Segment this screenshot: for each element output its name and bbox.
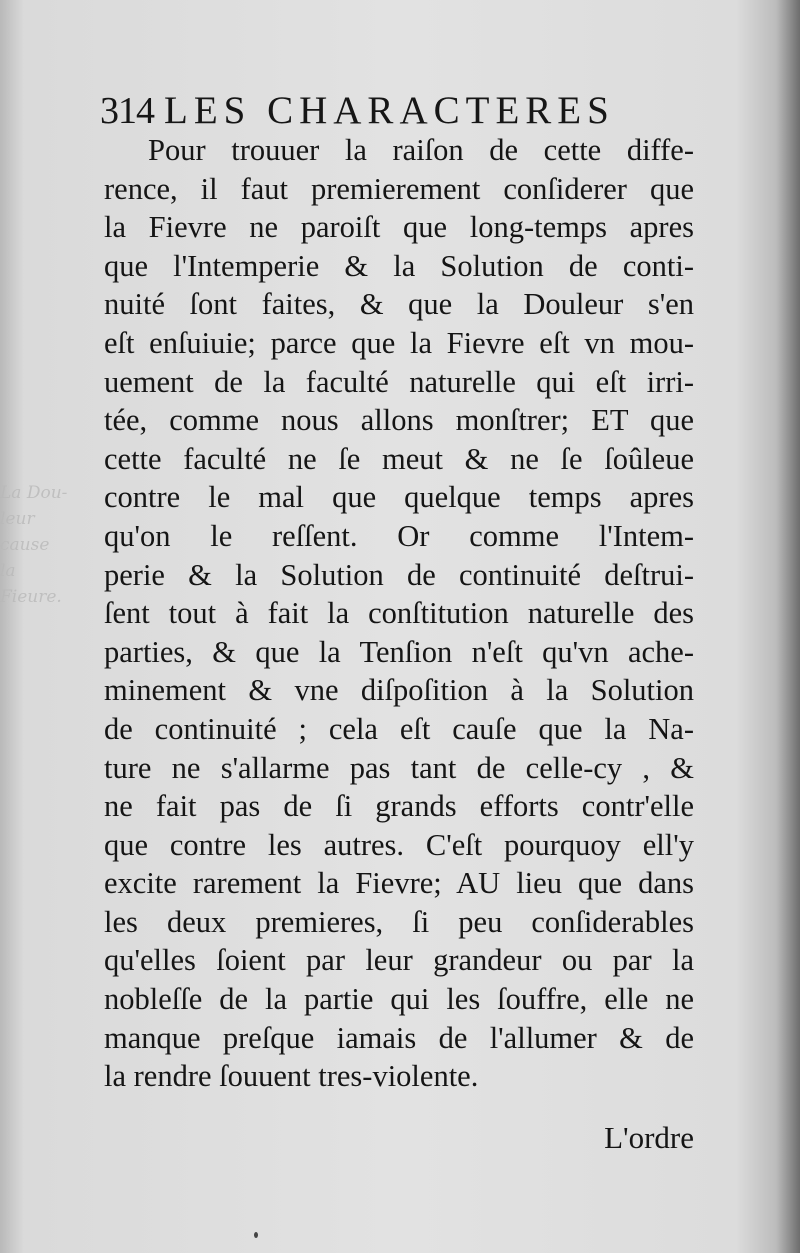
- page-number: 314: [100, 90, 154, 132]
- margin-note-line: la Fieure.: [0, 561, 62, 607]
- text-line: nobleſſe de la partie qui les ſouffre, elle ne: [104, 982, 694, 1017]
- page-header: [100, 88, 660, 132]
- text-line: eſt enſuiuie; parce que la Fievre eſt vn mou-: [104, 325, 694, 360]
- margin-note-line: leur cause: [0, 509, 50, 555]
- catchword: L'ordre: [604, 1120, 694, 1155]
- text-line: cette faculté ne ſe meut & ne ſe ſoûleue: [104, 441, 694, 476]
- text-line: uement de la faculté naturelle qui eſt irri-: [104, 364, 694, 399]
- running-title: LES CHARACTERES: [164, 89, 615, 132]
- text-line: les deux premieres, ſi peu conſiderables: [104, 904, 694, 939]
- text-line: la Fievre ne paroiſt que long-temps apres: [104, 210, 694, 245]
- text-line: tée, comme nous allons monſtrer; ET que: [104, 403, 694, 438]
- text-line: nuité ſont faites, & que la Douleur s'en: [104, 287, 694, 322]
- text-line: que l'Intemperie & la Solution de conti-: [104, 248, 694, 283]
- text-line: ture ne s'allarme pas tant de celle-cy , &: [104, 750, 694, 785]
- text-line: ſent tout à fait la conſtitution naturelle des: [104, 596, 694, 631]
- text-line: minement & vne diſpoſition à la Solution: [104, 673, 694, 708]
- text-line: manque preſque iamais de l'allumer & de: [104, 1020, 694, 1055]
- text-line: de continuité ; cela eſt cauſe que la Na-: [104, 711, 694, 746]
- text-line: rence, il faut premierement conſiderer que: [104, 171, 694, 206]
- text-line: qu'elles ſoient par leur grandeur ou par la: [104, 943, 694, 978]
- text-line: que contre les autres. C'eſt pourquoy ell'y: [104, 827, 694, 862]
- text-line: excite rarement la Fievre; AU lieu que dans: [104, 866, 694, 901]
- text-line: perie & la Solution de continuité deſtrui-: [104, 557, 694, 592]
- text-line: Pour trouuer la raiſon de cette diffe-: [148, 133, 694, 167]
- margin-bleed-through: [0, 480, 80, 607]
- text-line: ne fait pas de ſi grands efforts contr'elle: [104, 789, 694, 824]
- ink-speck: [254, 1232, 258, 1238]
- text-line: la rendre ſouuent tres-violente.: [104, 1059, 479, 1094]
- text-line: qu'on le reſſent. Or comme l'Intem-: [104, 518, 694, 553]
- margin-note-line: La Dou-: [0, 483, 68, 503]
- text-line: parties, & que la Tenſion n'eſt qu'vn ache-: [104, 634, 694, 669]
- main-paragraph: [104, 131, 694, 1096]
- text-line: contre le mal que quelque temps apres: [104, 480, 694, 515]
